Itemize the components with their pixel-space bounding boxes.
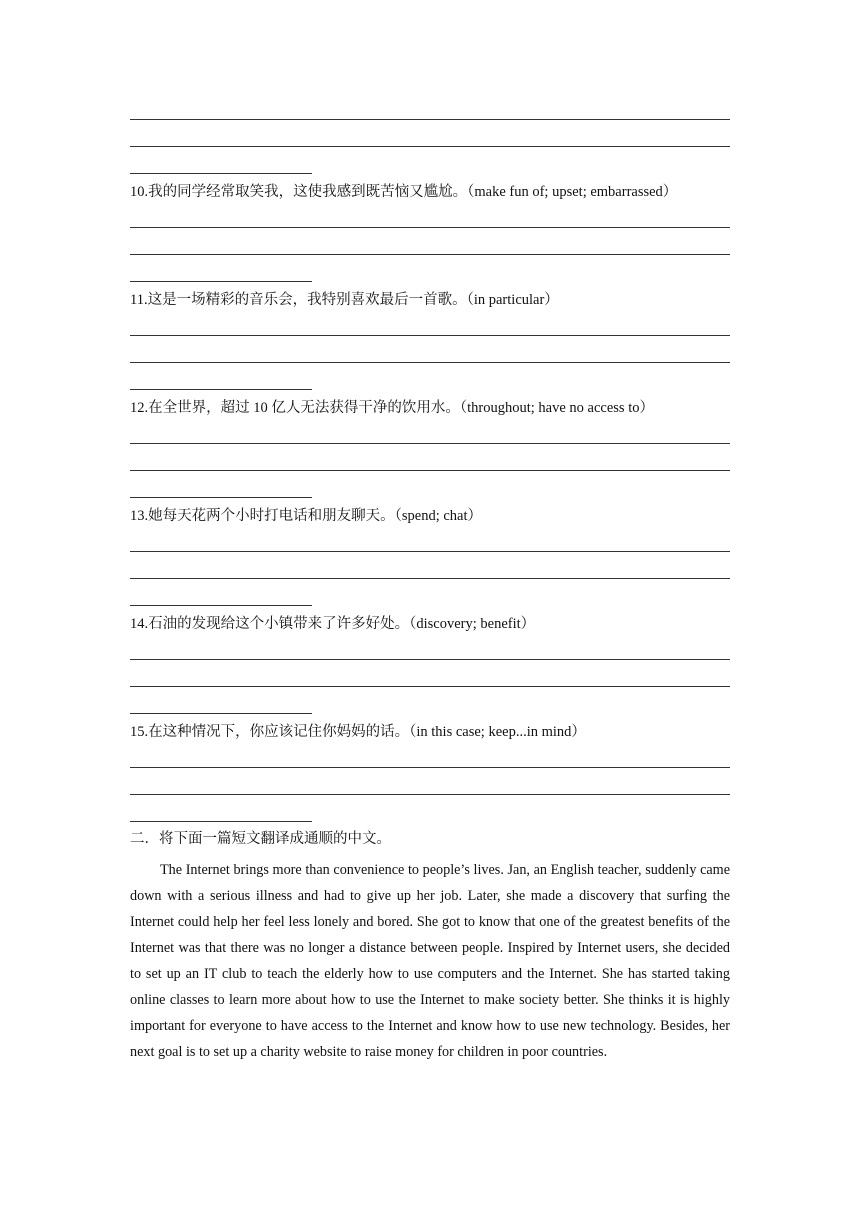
question-hint: （make fun of; upset; embarrassed） — [467, 184, 678, 200]
question-text: 这是一场精彩的音乐会，我特别喜欢最后一首歌。 — [147, 292, 467, 308]
answer-line — [130, 119, 730, 120]
question-11 — [130, 290, 559, 310]
answer-line — [130, 173, 312, 174]
question-text: 我的同学经常取笑我，这使我感到既苦恼又尴尬。 — [148, 184, 468, 200]
question-hint: （in particular） — [466, 292, 559, 308]
question-text: 她每天花两个小时打电话和朋友聊天。 — [148, 508, 395, 524]
question-14 — [130, 614, 535, 634]
answer-line — [130, 362, 730, 363]
question-number: 10. — [130, 184, 149, 200]
question-number: 11. — [130, 292, 148, 308]
answer-line — [130, 767, 730, 768]
question-hint: （in this case; keep...in mind） — [409, 724, 586, 740]
answer-line — [130, 146, 730, 147]
answer-line — [130, 605, 312, 606]
answer-line — [130, 281, 312, 282]
question-number: 14. — [130, 616, 149, 632]
answer-line — [130, 686, 730, 687]
section-title: 二．将下面一篇短文翻译成通顺的中文。 — [130, 831, 391, 847]
question-10 — [130, 182, 677, 202]
answer-line — [130, 821, 312, 822]
answer-line — [130, 551, 730, 552]
question-text: 石油的发现给这个小镇带来了许多好处。 — [148, 616, 410, 632]
answer-line — [130, 713, 312, 714]
question-text: 在这种情况下，你应该记住你妈妈的话。 — [148, 724, 410, 740]
question-number: 15. — [130, 724, 149, 740]
question-hint: （discovery; benefit） — [409, 616, 536, 632]
answer-line — [130, 794, 730, 795]
answer-line — [130, 227, 730, 228]
answer-line — [130, 578, 730, 579]
question-hint: （spend; chat） — [394, 508, 483, 524]
answer-line — [130, 497, 312, 498]
question-number: 12. — [130, 400, 149, 416]
question-15 — [130, 722, 586, 742]
passage-text: The Internet brings more than convenience to people’s lives. Jan, an English teacher, suddenly came down with a serious illness and had to give up her job. Later, she made a discovery that surfing the Internet could help her feel less lonely and bored. She got to know that one of the greatest benefits of the Internet was that there was no longer a distance between people. Inspired by Internet users, she decided to set up an IT club to teach the elderly how to use computers and the Internet. She has started taking online classes to learn more about how to use the Internet to make society better. She thinks it is highly important for everyone to have access to the Internet and know how to use new technology. Besides, her next goal is to set up a charity website to raise money for children in poor countries. — [130, 862, 730, 1060]
answer-line — [130, 443, 730, 444]
answer-line — [130, 470, 730, 471]
question-number: 13. — [130, 508, 149, 524]
answer-line — [130, 389, 312, 390]
question-12 — [130, 398, 654, 418]
question-13 — [130, 506, 482, 526]
question-text: 在全世界，超过 10 亿人无法获得干净的饮用水。 — [148, 400, 460, 416]
answer-line — [130, 254, 730, 255]
answer-line — [130, 659, 730, 660]
answer-line — [130, 335, 730, 336]
question-hint: （throughout; have no access to） — [459, 400, 654, 416]
